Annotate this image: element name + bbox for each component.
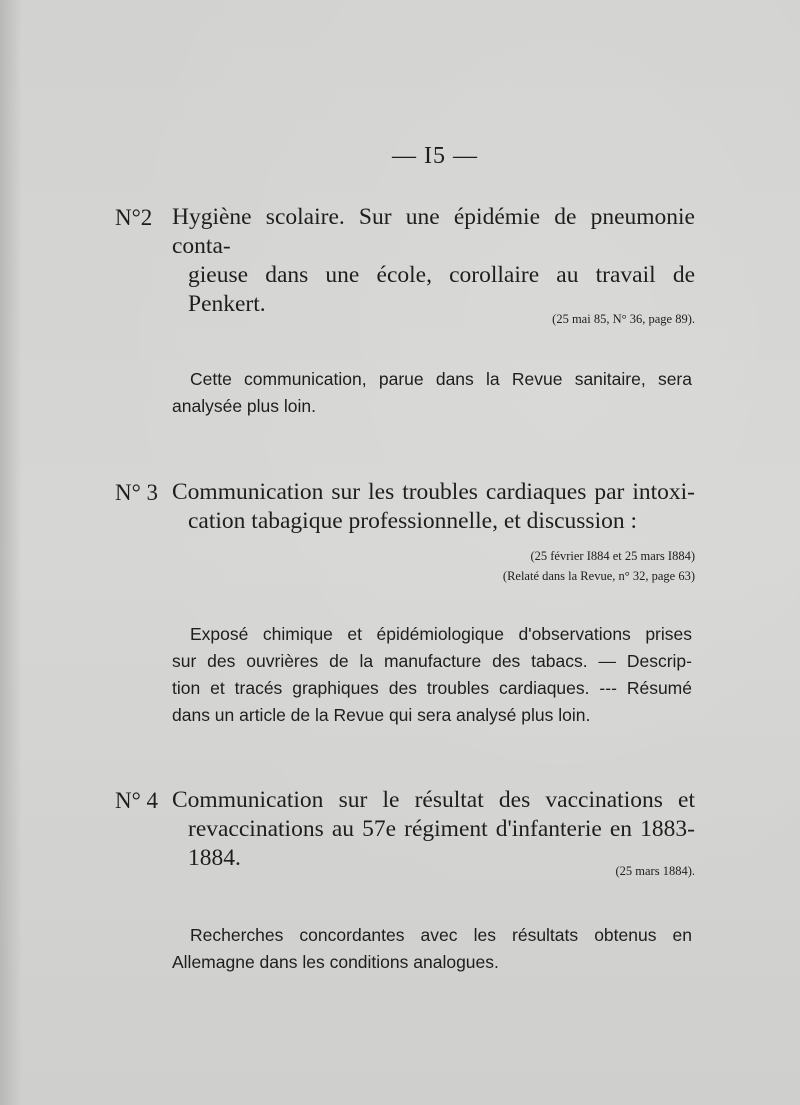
entry-title-line: Penkert. [188, 291, 266, 317]
paragraph-line: Allemagne dans les conditions analogues. [172, 952, 499, 972]
paragraph-line: tion et tracés graphiques des troubles cardiaques. --- Résumé [172, 678, 692, 698]
entry-3 [115, 478, 695, 583]
paragraph-line: Recherches concordantes avec les résultats obtenus en [190, 925, 692, 945]
paragraph-line: Cette communication, parue dans la Revue sanitaire, sera [190, 369, 692, 389]
page-number: — I5 — [392, 143, 478, 169]
entry-number: N° 4 [115, 788, 159, 813]
entry-reference-line: (25 février I884 et 25 mars I884) [530, 549, 695, 563]
entry-title-line: Communication sur le résultat des vaccinations et [172, 787, 695, 813]
entry-title [172, 786, 695, 873]
entry-paragraph [172, 922, 692, 976]
paragraph-line: Exposé chimique et épidémiologique d'observations prises [190, 624, 692, 644]
entry-number: N° 3 [115, 480, 159, 505]
paragraph-line: analysée plus loin. [172, 396, 316, 416]
entry-title [172, 478, 695, 536]
entry-reference [503, 546, 695, 586]
entry-title-line: revaccinations au 57e régiment d'infanterie en 1883- [188, 816, 695, 842]
entry-title-line: Communication sur les troubles cardiaques par intoxi- [172, 479, 695, 505]
entry-reference [616, 861, 696, 881]
entry-title-line: Hygiène scolaire. Sur une épidémie de pneumonie conta- [172, 204, 695, 259]
entry-4 [115, 786, 695, 878]
entry-reference-line: (Relaté dans la Revue, n° 32, page 63) [502, 569, 695, 583]
entry-paragraph [172, 621, 692, 729]
entry-reference-line: (25 mai 85, N° 36, page 89). [552, 312, 695, 326]
entry-2 [115, 203, 695, 326]
entry-number: N°2 [115, 205, 153, 230]
paragraph-line: dans un article de la Revue qui sera analysé plus loin. [172, 705, 591, 725]
entry-title-line: 1884. [188, 845, 241, 871]
entry-reference-line: (25 mars 1884). [615, 864, 695, 878]
entry-paragraph [172, 366, 692, 420]
entry-title [172, 203, 695, 319]
entry-reference [552, 309, 695, 329]
entry-title-line: gieuse dans une école, corollaire au travail de [188, 262, 695, 288]
entry-title-line: cation tabagique professionnelle, et discussion : [188, 508, 638, 534]
paragraph-line: sur des ouvrières de la manufacture des tabacs. — Descrip- [172, 651, 692, 671]
